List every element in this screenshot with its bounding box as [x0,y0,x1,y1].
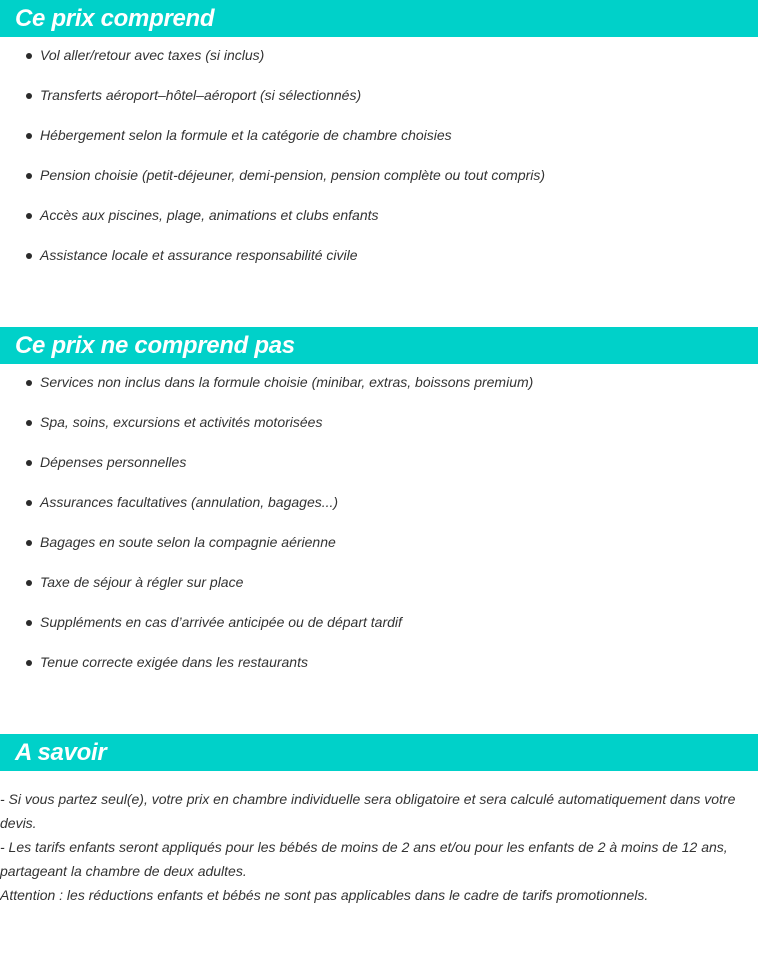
list-item [0,492,758,532]
list-item-text: Taxe de séjour à régler sur place [40,574,244,590]
list-item [0,85,758,125]
list-item [0,532,758,572]
list-item [0,452,758,492]
note-line: - Si vous partez seul(e), votre prix en chambre individuelle sera obligatoire et sera calculé automatiquement dans votre devis. [0,791,736,831]
bullet-icon [26,620,32,626]
to-know-title: A savoir [15,738,107,766]
list-item-text: Suppléments en cas d’arrivée anticipée ou de départ tardif [40,614,402,630]
bullet-icon [26,500,32,506]
list-item-text: Pension choisie (petit-déjeuner, demi-pension, pension complète ou tout compris) [40,167,546,183]
list-item [0,165,758,205]
bullet-icon [26,460,32,466]
list-item-text: Hébergement selon la formule et la catégorie de chambre choisies [40,127,452,143]
list-item-text: Spa, soins, excursions et activités motorisées [40,414,323,430]
list-item [0,412,758,452]
note-line: Attention : les réductions enfants et bébés ne sont pas applicables dans le cadre de tarifs promotionnels. [0,887,649,903]
bullet-icon [26,253,32,259]
not-included-list [0,364,758,692]
list-item-text: Services non inclus dans la formule choisie (minibar, extras, boissons premium) [40,374,534,390]
included-list [0,37,758,285]
list-item [0,205,758,245]
list-item-text: Transferts aéroport–hôtel–aéroport (si sélectionnés) [40,87,362,103]
list-item [0,572,758,612]
list-item-text: Accès aux piscines, plage, animations et clubs enfants [40,207,379,223]
list-item-text: Assistance locale et assurance responsabilité civile [40,247,358,263]
included-header [0,0,758,37]
to-know-header [0,734,758,771]
list-item [0,652,758,692]
included-section [0,0,758,285]
list-item-text: Tenue correcte exigée dans les restaurants [40,654,308,670]
list-item-text: Vol aller/retour avec taxes (si inclus) [40,47,265,63]
bullet-icon [26,660,32,666]
bullet-icon [26,580,32,586]
bullet-icon [26,213,32,219]
bullet-icon [26,420,32,426]
not-included-section [0,327,758,692]
to-know-section [0,734,758,907]
list-item-text: Bagages en soute selon la compagnie aérienne [40,534,336,550]
list-item [0,372,758,412]
list-item [0,45,758,85]
to-know-notes [0,771,758,907]
note-line: - Les tarifs enfants seront appliqués pour les bébés de moins de 2 ans et/ou pour les enfants de 2 à moins de 12 ans, partageant la chambre de deux adultes. [0,839,728,879]
bullet-icon [26,173,32,179]
bullet-icon [26,93,32,99]
list-item [0,245,758,285]
not-included-header [0,327,758,364]
bullet-icon [26,380,32,386]
list-item [0,612,758,652]
list-item-text: Assurances facultatives (annulation, bagages...) [40,494,339,510]
bullet-icon [26,540,32,546]
list-item-text: Dépenses personnelles [40,454,187,470]
not-included-title: Ce prix ne comprend pas [15,331,295,359]
list-item [0,125,758,165]
bullet-icon [26,53,32,59]
bullet-icon [26,133,32,139]
included-title: Ce prix comprend [15,4,215,32]
